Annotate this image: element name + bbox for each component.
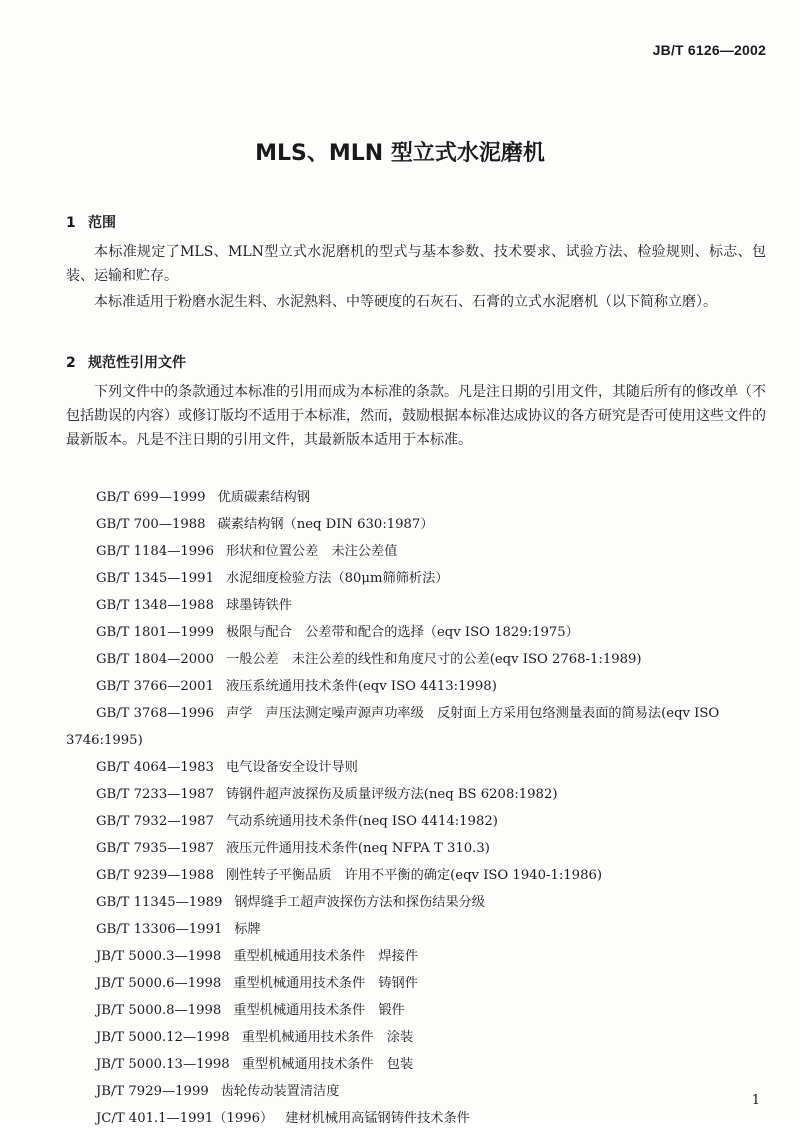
standard-number: JB/T 6126—2002 — [652, 42, 766, 58]
reference-item — [66, 835, 770, 862]
reference-title: 钢焊缝手工超声波探伤方法和探伤结果分级 — [234, 895, 485, 910]
reference-title: 极限与配合 公差带和配合的选择（eqv ISO 1829:1975） — [225, 625, 579, 640]
reference-item — [66, 619, 770, 646]
reference-code: JB/T 5000.12—1998 — [96, 1030, 230, 1045]
reference-title: 球墨铸铁件 — [225, 598, 292, 613]
reference-item — [66, 592, 770, 619]
reference-code: JC/T 401.1—1991（1996） — [96, 1111, 274, 1126]
reference-title: 重型机械通用技术条件 铸钢件 — [233, 976, 418, 991]
reference-code: JB/T 5000.13—1998 — [96, 1057, 230, 1072]
reference-code: JB/T 5000.3—1998 — [96, 949, 222, 964]
reference-item — [66, 1078, 770, 1105]
reference-title: 重型机械通用技术条件 锻件 — [233, 1003, 405, 1018]
reference-code: GB/T 7935—1987 — [96, 841, 214, 856]
reference-code: JB/T 5000.8—1998 — [96, 1003, 222, 1018]
reference-title: 标牌 — [234, 922, 261, 937]
reference-code: GB/T 699—1999 — [96, 490, 206, 505]
reference-title: 优质碳素结构钢 — [217, 490, 310, 505]
reference-item — [66, 646, 770, 673]
reference-item — [66, 862, 770, 889]
reference-code: GB/T 700—1988 — [96, 517, 206, 532]
reference-item — [66, 997, 770, 1024]
reference-item — [66, 754, 770, 781]
reference-list — [66, 484, 770, 1132]
reference-code: GB/T 1804—2000 — [96, 652, 214, 667]
reference-item — [66, 970, 770, 997]
reference-code: GB/T 1184—1996 — [96, 544, 214, 559]
section-heading-normative-references — [66, 352, 186, 372]
references-intro-paragraph: 下列文件中的条款通过本标准的引用而成为本标准的条款。凡是注日期的引用文件，其随后所有的修改单（不包括勘误的内容）或修订版均不适用于本标准，然而，鼓励根据本标准达成协议的各方研究是否可使用这些文件的最新版本。凡是不注日期的引用文件，其最新版本适用于本标准。 — [66, 384, 766, 448]
reference-code: GB/T 4064—1983 — [96, 760, 214, 775]
reference-item — [66, 673, 770, 700]
reference-item — [66, 700, 770, 754]
reference-code: GB/T 3766—2001 — [96, 679, 214, 694]
reference-title: 液压元件通用技术条件(neq NFPA T 310.3) — [225, 841, 490, 856]
reference-code: GB/T 1348—1988 — [96, 598, 214, 613]
reference-code: GB/T 7233—1987 — [96, 787, 214, 802]
reference-title: 一般公差 未注公差的线性和角度尺寸的公差(eqv ISO 2768-1:1989) — [225, 652, 642, 667]
reference-title: 铸钢件超声波探伤及质量评级方法(neq BS 6208:1982) — [225, 787, 558, 802]
reference-title: 重型机械通用技术条件 焊接件 — [233, 949, 418, 964]
reference-title: 形状和位置公差 未注公差值 — [225, 544, 398, 559]
section-title: 规范性引用文件 — [88, 355, 186, 371]
reference-item — [66, 1051, 770, 1078]
reference-code: GB/T 3768—1996 — [96, 706, 214, 721]
reference-code: JB/T 7929—1999 — [96, 1084, 209, 1099]
reference-code: GB/T 1801—1999 — [96, 625, 214, 640]
reference-title: 刚性转子平衡品质 许用不平衡的确定(eqv ISO 1940-1:1986) — [225, 868, 602, 883]
reference-code: GB/T 9239—1988 — [96, 868, 214, 883]
reference-code: GB/T 7932—1987 — [96, 814, 214, 829]
reference-item — [66, 808, 770, 835]
reference-item — [66, 565, 770, 592]
reference-title: 齿轮传动装置清洁度 — [220, 1084, 340, 1099]
reference-item — [66, 889, 770, 916]
reference-code: GB/T 1345—1991 — [96, 571, 214, 586]
reference-item — [66, 484, 770, 511]
reference-item — [66, 781, 770, 808]
scope-applicability-paragraph: 本标准适用于粉磨水泥生料、水泥熟料、中等硬度的石灰石、石膏的立式水泥磨机（以下简称立磨）。 — [94, 294, 717, 310]
reference-item — [66, 511, 770, 538]
reference-title: 水泥细度检验方法（80μm筛筛析法） — [225, 571, 449, 586]
section-heading-scope — [66, 212, 116, 232]
reference-title: 重型机械通用技术条件 包装 — [241, 1057, 414, 1072]
reference-title: 液压系统通用技术条件(eqv ISO 4413:1998) — [225, 679, 497, 694]
reference-code: GB/T 11345—1989 — [96, 895, 223, 910]
reference-item — [66, 943, 770, 970]
reference-item — [66, 538, 770, 565]
reference-title: 碳素结构钢（neq DIN 630:1987） — [217, 517, 434, 532]
reference-code: GB/T 13306—1991 — [96, 922, 223, 937]
reference-item — [66, 916, 770, 943]
reference-item — [66, 1105, 770, 1132]
reference-title: 电气设备安全设计导则 — [225, 760, 358, 775]
reference-code: JB/T 5000.6—1998 — [96, 976, 222, 991]
section-number: 2 — [66, 355, 76, 371]
reference-item — [66, 1024, 770, 1051]
section-number: 1 — [66, 215, 76, 231]
reference-title: 声学 声压法测定噪声源声功率级 反射面上方采用包络测量表面的简易法(eqv ISO 3746:1995) — [66, 706, 720, 748]
reference-title: 建材机械用高锰钢铸件技术条件 — [285, 1111, 470, 1126]
section-title: 范围 — [88, 215, 116, 231]
scope-paragraph: 本标准规定了MLS、MLN型立式水泥磨机的型式与基本参数、技术要求、试验方法、检验规则、标志、包装、运输和贮存。 — [66, 244, 766, 284]
reference-title: 重型机械通用技术条件 涂装 — [241, 1030, 414, 1045]
page-number: 1 — [751, 1093, 760, 1108]
document-title: MLS、MLN 型立式水泥磨机 — [255, 141, 545, 166]
reference-title: 气动系统通用技术条件(neq ISO 4414:1982) — [225, 814, 498, 829]
